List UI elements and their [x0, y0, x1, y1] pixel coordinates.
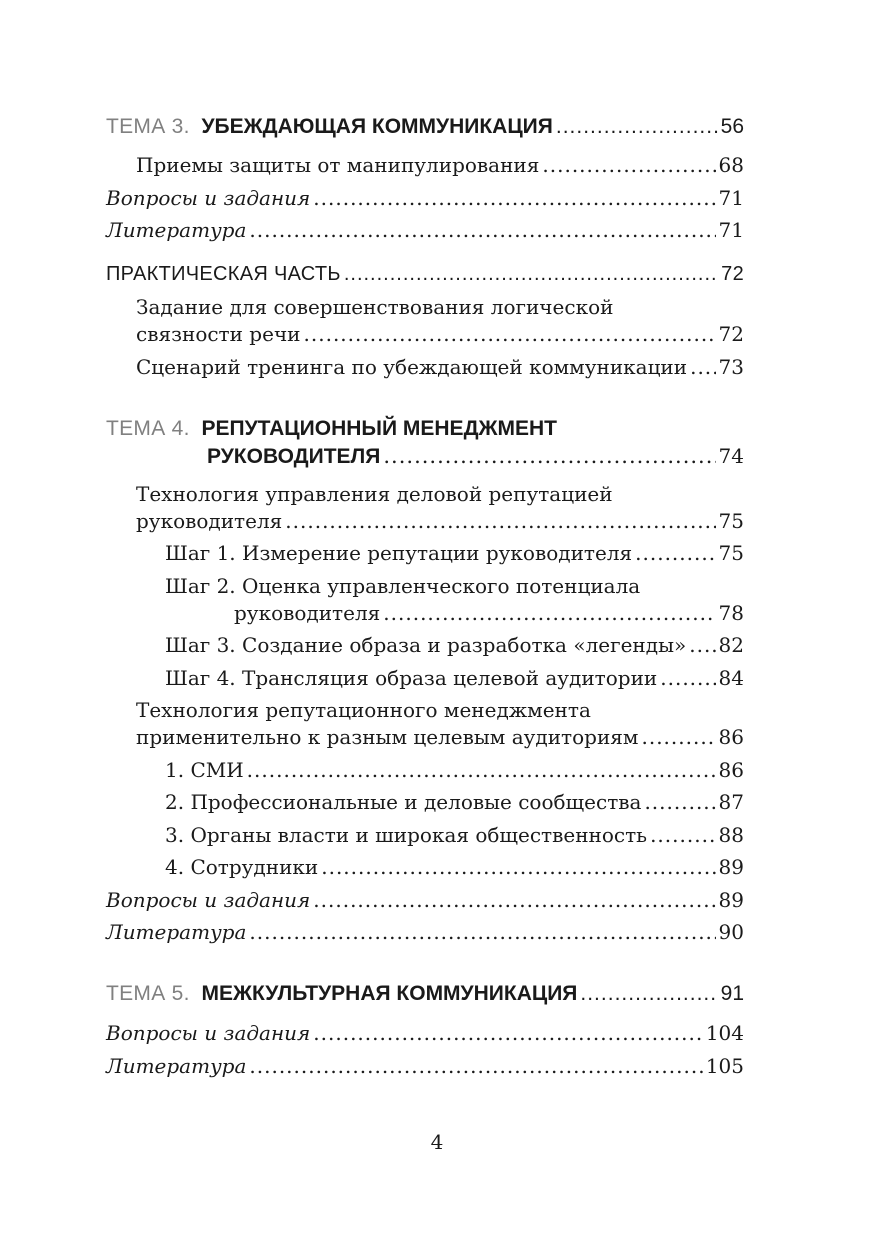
page-ref: 74	[718, 444, 744, 468]
dot-leader	[644, 790, 715, 814]
toc-entry-tech[interactable]	[136, 509, 744, 533]
page-ref: 71	[718, 218, 744, 242]
toc-topic-4[interactable]	[207, 444, 744, 469]
topic-title-cont: РУКОВОДИТЕЛЯ	[207, 445, 381, 468]
dot-leader	[635, 541, 715, 565]
dot-leader	[542, 153, 715, 177]
page-ref: 87	[718, 790, 744, 814]
dot-leader	[650, 823, 715, 847]
dot-leader	[313, 186, 715, 210]
toc-section-practice[interactable]	[106, 263, 744, 286]
dot-leader	[580, 982, 717, 1006]
entry-label: руководителя	[234, 601, 381, 625]
toc-entry-training[interactable]	[136, 355, 744, 379]
toc-topic-3[interactable]	[106, 115, 744, 139]
entry-label: Литература	[106, 920, 247, 944]
dot-leader	[313, 1021, 703, 1045]
toc-entry-literature-4[interactable]	[106, 920, 744, 944]
dot-leader	[660, 666, 715, 690]
page-ref: 72	[718, 322, 744, 346]
entry-label: руководителя	[136, 509, 283, 533]
topic-title: РЕПУТАЦИОННЫЙ МЕНЕДЖМЕНТ	[201, 417, 558, 440]
toc-entry-audience-3[interactable]	[165, 823, 744, 847]
page-ref: 78	[718, 601, 744, 625]
toc-entry-literature-5[interactable]	[106, 1054, 744, 1078]
page-ref: 82	[718, 633, 744, 657]
entry-label: Приемы защиты от манипулирования	[136, 153, 540, 177]
topic-number: ТЕМА 4.	[106, 417, 190, 440]
toc-entry-manipulation[interactable]	[136, 153, 744, 177]
entry-label: ПРАКТИЧЕСКАЯ ЧАСТЬ	[106, 263, 341, 285]
page-ref: 89	[718, 888, 744, 912]
topic-title: МЕЖКУЛЬТУРНАЯ КОММУНИКАЦИЯ	[201, 982, 578, 1005]
dot-leader	[689, 633, 715, 657]
dot-leader	[641, 725, 715, 749]
dot-leader	[556, 115, 718, 139]
toc-entry-task-line1[interactable]: Задание для совершенствования логической	[136, 295, 614, 319]
entry-label: Вопросы и задания	[106, 888, 311, 912]
entry-label: Литература	[106, 218, 247, 242]
entry-label: 2. Профессиональные и деловые сообщества	[165, 790, 642, 814]
page-ref: 88	[718, 823, 744, 847]
dot-leader	[344, 263, 718, 286]
entry-label: применительно к разным целевым аудиториям	[136, 725, 639, 749]
toc-entry-audience-4[interactable]	[165, 855, 744, 879]
toc-entry-questions-4[interactable]	[106, 888, 744, 912]
dot-leader	[249, 1054, 702, 1078]
page-ref: 73	[718, 355, 744, 379]
dot-leader	[249, 920, 715, 944]
entry-label: Вопросы и задания	[106, 186, 311, 210]
page-ref: 84	[718, 666, 744, 690]
page-ref: 86	[718, 758, 744, 782]
page-ref: 104	[705, 1021, 744, 1045]
toc-entry-audience-1[interactable]	[165, 758, 744, 782]
page-ref: 91	[720, 982, 744, 1005]
dot-leader	[383, 444, 715, 468]
toc-entry-step4[interactable]	[165, 666, 744, 690]
toc-entry-step2[interactable]	[234, 601, 744, 625]
toc-entry-literature-3[interactable]	[106, 218, 744, 242]
dot-leader	[304, 322, 716, 346]
page-ref: 105	[705, 1054, 744, 1078]
topic-number: ТЕМА 3.	[106, 115, 190, 138]
dot-leader	[321, 855, 715, 879]
dot-leader	[690, 355, 715, 379]
entry-label: Вопросы и задания	[106, 1021, 311, 1045]
toc-entry-questions-3[interactable]	[106, 186, 744, 210]
topic-title: УБЕЖДАЮЩАЯ КОММУНИКАЦИЯ	[201, 115, 553, 138]
dot-leader	[249, 218, 715, 242]
entry-label: 1. СМИ	[165, 758, 244, 782]
toc-entry-task[interactable]	[136, 322, 744, 346]
dot-leader	[313, 888, 715, 912]
toc-entry-questions-5[interactable]	[106, 1021, 744, 1045]
dot-leader	[247, 758, 716, 782]
topic-number: ТЕМА 5.	[106, 982, 190, 1005]
page-ref: 71	[718, 186, 744, 210]
page-ref: 56	[720, 115, 744, 138]
page-ref: 75	[718, 509, 744, 533]
entry-label: Литература	[106, 1054, 247, 1078]
toc-topic-5[interactable]	[106, 982, 744, 1006]
entry-label: Шаг 3. Создание образа и разработка «легенды»	[165, 633, 687, 657]
toc-entry-step2-line1[interactable]: Шаг 2. Оценка управленческого потенциала	[165, 574, 641, 598]
page-ref: 72	[721, 263, 744, 285]
entry-label: Шаг 1. Измерение репутации руководителя	[165, 541, 633, 565]
toc-entry-tech2-line1[interactable]: Технология репутационного менеджмента	[136, 698, 591, 722]
entry-label: связности речи	[136, 322, 301, 346]
entry-label: 4. Сотрудники	[165, 855, 319, 879]
dot-leader	[383, 601, 715, 625]
entry-label: Шаг 4. Трансляция образа целевой аудитории	[165, 666, 658, 690]
toc-entry-tech-line1[interactable]: Технология управления деловой репутацией	[136, 482, 613, 506]
dot-leader	[285, 509, 715, 533]
entry-label: Сценарий тренинга по убеждающей коммуникации	[136, 355, 688, 379]
entry-label: 3. Органы власти и широкая общественность	[165, 823, 648, 847]
toc-entry-step1[interactable]	[165, 541, 744, 565]
page-ref: 68	[718, 153, 744, 177]
page-ref: 89	[718, 855, 744, 879]
page-ref: 75	[718, 541, 744, 565]
page-number: 4	[430, 1130, 444, 1154]
toc-entry-step3[interactable]	[165, 633, 744, 657]
toc-entry-tech2[interactable]	[136, 725, 744, 749]
toc-topic-4-line1[interactable]	[106, 417, 557, 441]
page-ref: 86	[718, 725, 744, 749]
page-ref: 90	[718, 920, 744, 944]
toc-entry-audience-2[interactable]	[165, 790, 744, 814]
